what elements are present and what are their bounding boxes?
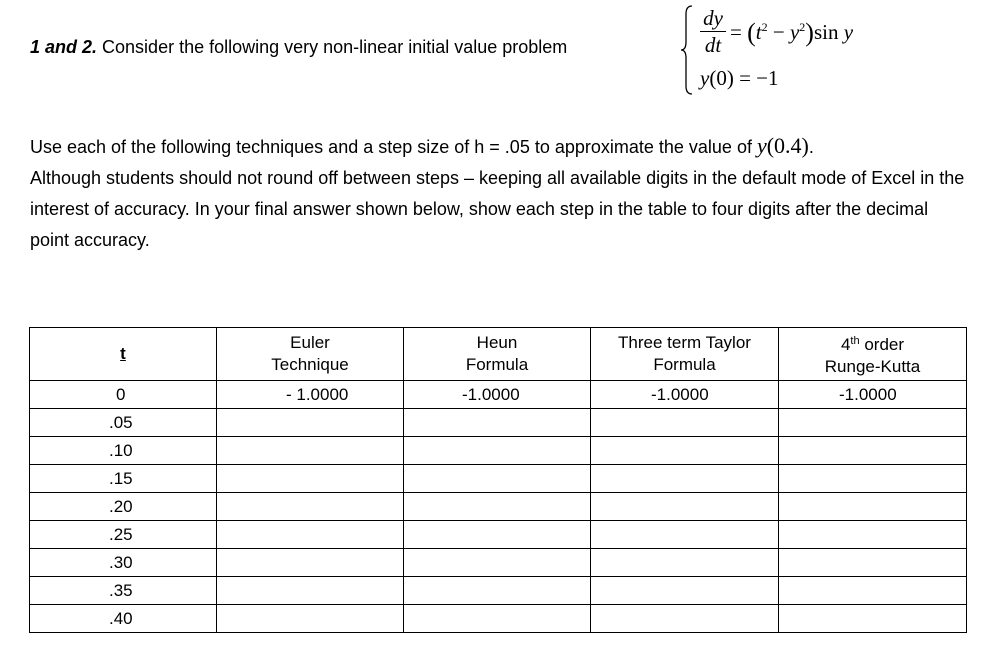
cell-heun[interactable] bbox=[404, 493, 591, 521]
cell-euler[interactable] bbox=[217, 605, 404, 633]
differential-equation bbox=[700, 6, 920, 64]
cell-rk[interactable] bbox=[779, 605, 967, 633]
cell-t: .20 bbox=[30, 493, 217, 521]
cell-euler[interactable] bbox=[217, 493, 404, 521]
table-row bbox=[30, 549, 967, 577]
header-taylor bbox=[591, 328, 779, 381]
target-argument: (0.4) bbox=[766, 133, 809, 158]
sin-function: sin bbox=[813, 20, 844, 44]
header-euler-line2: Technique bbox=[271, 355, 349, 374]
instructions-text-1: Use each of the following techniques and a step size of h = .05 to approximate the value of bbox=[30, 137, 757, 157]
equals-sign: = bbox=[730, 20, 748, 44]
left-brace-icon bbox=[680, 4, 694, 96]
cell-taylor[interactable] bbox=[591, 605, 779, 633]
table-row-initial bbox=[30, 381, 967, 409]
instructions-period: . bbox=[808, 137, 814, 157]
header-heun-line2: Formula bbox=[465, 355, 529, 374]
ic-value: = −1 bbox=[733, 66, 779, 90]
cell-taylor[interactable] bbox=[591, 493, 779, 521]
cell-taylor[interactable] bbox=[591, 549, 779, 577]
problem-header bbox=[30, 36, 567, 58]
derivative-fraction bbox=[700, 6, 726, 57]
cell-t: 0 bbox=[30, 381, 217, 409]
cell-rk[interactable] bbox=[779, 493, 967, 521]
table-header-row bbox=[30, 328, 967, 381]
table-row bbox=[30, 605, 967, 633]
var-y: y bbox=[789, 20, 800, 44]
equation-rhs bbox=[730, 18, 853, 48]
cell-taylor[interactable] bbox=[591, 409, 779, 437]
cell-euler[interactable] bbox=[217, 409, 404, 437]
header-rk-line1: order bbox=[859, 335, 905, 354]
exponent-y: 2 bbox=[799, 20, 806, 34]
header-heun-line1: Heun bbox=[476, 333, 518, 352]
cell-t: .10 bbox=[30, 437, 217, 465]
frac-denominator: dt bbox=[704, 33, 722, 57]
cell-t: .05 bbox=[30, 409, 217, 437]
ivp-system bbox=[680, 4, 920, 96]
cell-heun[interactable] bbox=[404, 577, 591, 605]
header-t-label: t bbox=[120, 344, 126, 363]
cell-rk[interactable] bbox=[779, 409, 967, 437]
header-heun bbox=[404, 328, 591, 381]
header-taylor-line1: Three term Taylor bbox=[618, 333, 751, 352]
cell-euler[interactable] bbox=[217, 549, 404, 577]
var-t: t bbox=[755, 20, 762, 44]
initial-condition bbox=[700, 66, 779, 91]
cell-rk[interactable] bbox=[779, 521, 967, 549]
header-rk4 bbox=[779, 328, 967, 381]
fraction-bar bbox=[700, 31, 726, 32]
cell-t: .15 bbox=[30, 465, 217, 493]
cell-taylor[interactable] bbox=[591, 437, 779, 465]
cell-heun: -1.0000 bbox=[404, 381, 591, 409]
cell-heun[interactable] bbox=[404, 409, 591, 437]
instructions-text-2: Although students should not round off between steps – keeping all available digits in the default mode of Excel in the interest of accuracy. In your final answer shown below, show each step in the table to four digits after the decimal point accuracy. bbox=[30, 168, 965, 250]
cell-heun[interactable] bbox=[404, 521, 591, 549]
cell-euler[interactable] bbox=[217, 577, 404, 605]
frac-numerator: dy bbox=[703, 6, 723, 30]
header-rk-number: 4 bbox=[840, 335, 851, 354]
header-euler bbox=[217, 328, 404, 381]
cell-euler: - 1.0000 bbox=[217, 381, 404, 409]
ic-argument: (0) bbox=[709, 66, 734, 90]
cell-taylor[interactable] bbox=[591, 521, 779, 549]
cell-heun[interactable] bbox=[404, 549, 591, 577]
minus-sign: − bbox=[767, 20, 790, 44]
cell-euler[interactable] bbox=[217, 521, 404, 549]
cell-heun[interactable] bbox=[404, 465, 591, 493]
target-var-y: y bbox=[756, 133, 767, 158]
problem-statement: Consider the following very non-linear initial value problem bbox=[97, 37, 568, 57]
results-table bbox=[29, 327, 967, 633]
table-row bbox=[30, 465, 967, 493]
cell-taylor[interactable] bbox=[591, 577, 779, 605]
cell-t: .30 bbox=[30, 549, 217, 577]
cell-t: .25 bbox=[30, 521, 217, 549]
cell-t: .40 bbox=[30, 605, 217, 633]
cell-t: .35 bbox=[30, 577, 217, 605]
close-paren: ) bbox=[805, 18, 814, 47]
var-y-sin: y bbox=[843, 20, 854, 44]
exponent-t: 2 bbox=[761, 20, 768, 34]
header-rk-superscript: th bbox=[850, 335, 860, 347]
cell-heun[interactable] bbox=[404, 437, 591, 465]
table-row bbox=[30, 437, 967, 465]
cell-rk[interactable] bbox=[779, 549, 967, 577]
cell-heun[interactable] bbox=[404, 605, 591, 633]
cell-euler[interactable] bbox=[217, 437, 404, 465]
ic-var-y: y bbox=[700, 66, 710, 90]
header-euler-line1: Euler bbox=[290, 333, 330, 352]
table-row bbox=[30, 521, 967, 549]
cell-taylor[interactable] bbox=[591, 465, 779, 493]
problem-number: 1 and 2. bbox=[30, 37, 98, 57]
header-taylor-line2: Formula bbox=[653, 355, 716, 374]
cell-rk[interactable] bbox=[779, 577, 967, 605]
cell-rk[interactable] bbox=[779, 437, 967, 465]
cell-taylor: -1.0000 bbox=[591, 381, 779, 409]
target-expression bbox=[757, 133, 809, 158]
open-paren: ( bbox=[747, 18, 756, 47]
table-row bbox=[30, 577, 967, 605]
table-row bbox=[30, 493, 967, 521]
cell-rk: -1.0000 bbox=[779, 381, 967, 409]
header-t bbox=[30, 328, 217, 381]
table-row bbox=[30, 409, 967, 437]
instructions-paragraph bbox=[30, 130, 970, 256]
cell-rk[interactable] bbox=[779, 465, 967, 493]
cell-euler[interactable] bbox=[217, 465, 404, 493]
header-rk-line2: Runge-Kutta bbox=[824, 357, 921, 376]
